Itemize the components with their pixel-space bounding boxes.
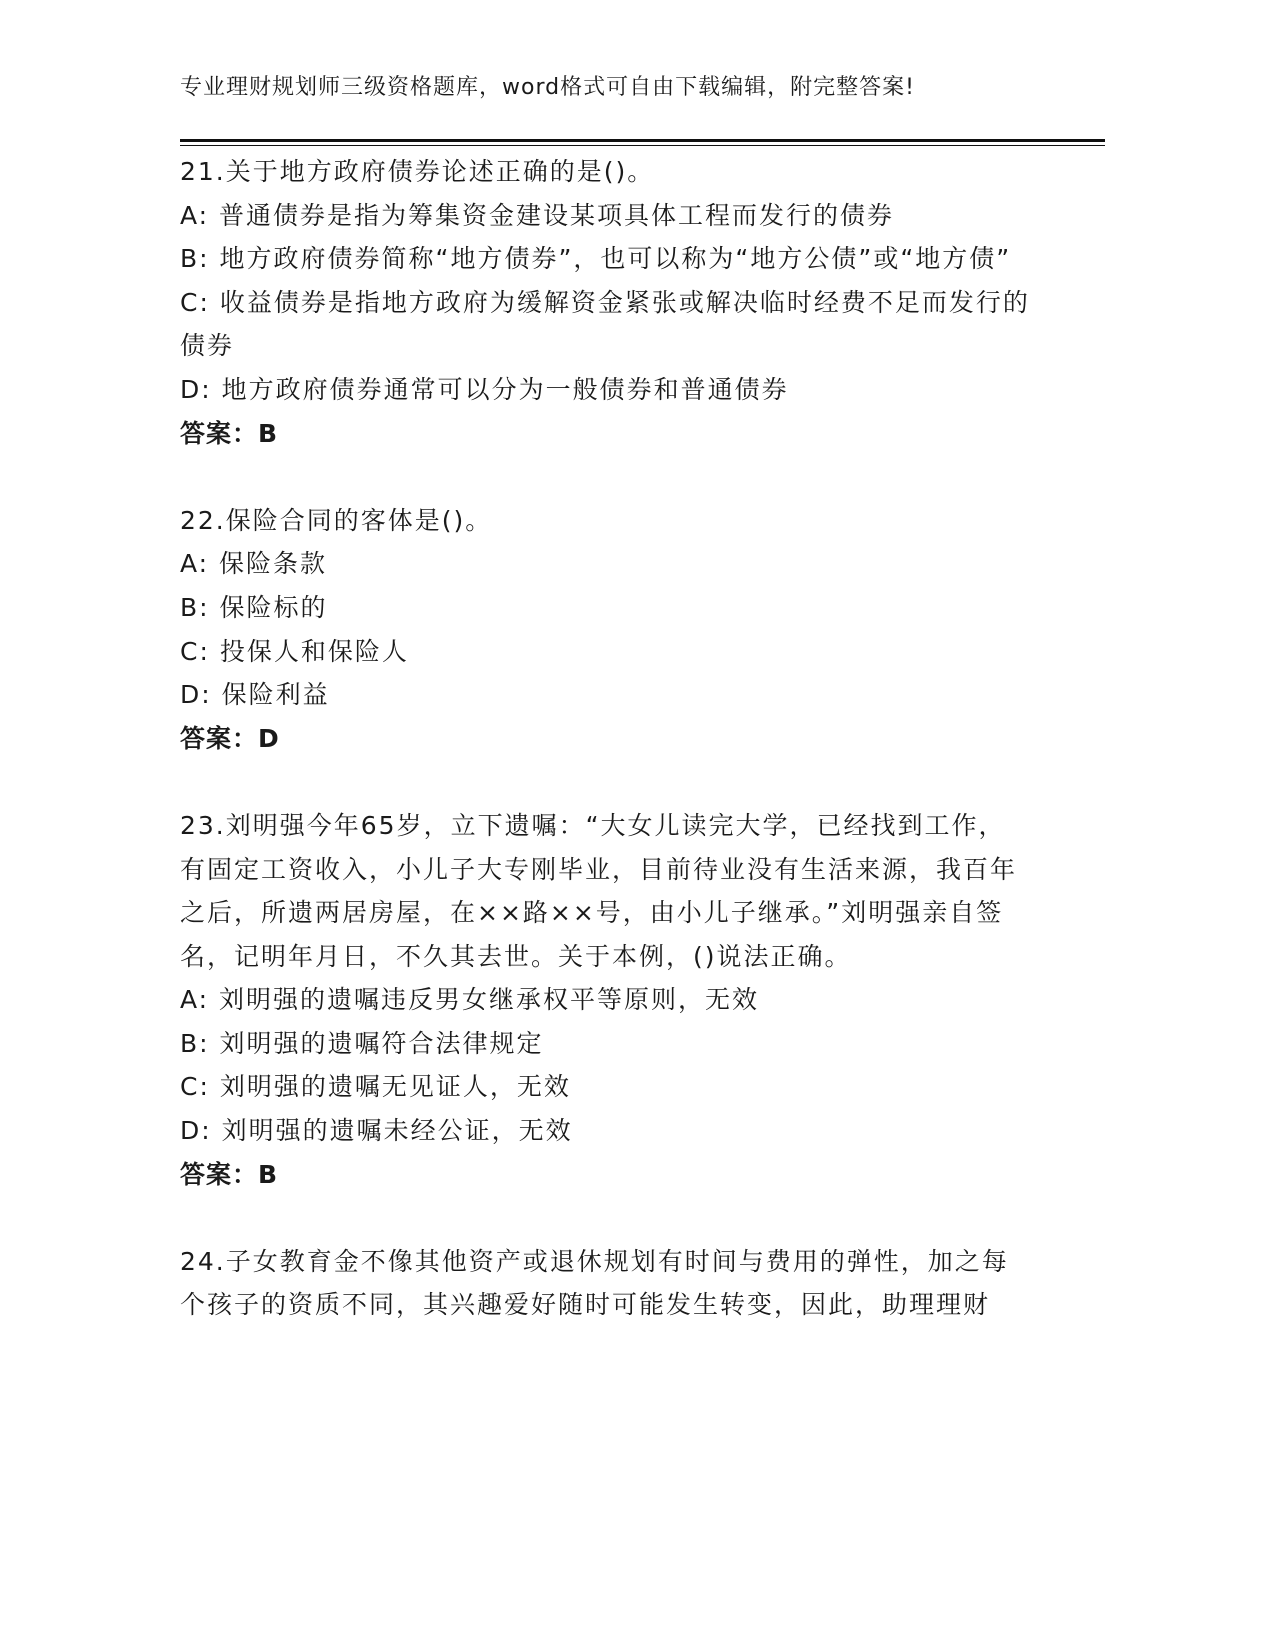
page-header: 专业理财规划师三级资格题库，word格式可自由下载编辑，附完整答案! [180,75,915,100]
header-divider-thin [180,145,1105,146]
option-c: C: 收益债券是指地方政府为缓解资金紧张或解决临时经费不足而发行的债券 [180,287,1030,361]
question-list [180,150,1030,1327]
option-d: D: 保险利益 [180,680,330,710]
answer: 答案：B [180,1159,279,1189]
option-b: B: 地方政府债券简称“地方债券”，也可以称为“地方公债”或“地方债” [180,244,1012,274]
question-stem: 23.刘明强今年65岁，立下遗嘱：“大女儿读完大学，已经找到工作，有固定工资收入，小儿子大专刚毕业，目前待业没有生活来源，我百年之后，所遗两居房屋，在××路××号，由小儿子继承。”刘明强亲自签名，记明年月日，不久其去世。关于本例，()说法正确。 [180,810,1018,971]
question-spacer [180,1196,1030,1240]
option-a: A: 刘明强的遗嘱违反男女继承权平等原则，无效 [180,985,760,1015]
question-stem: 22.保险合同的客体是()。 [180,505,493,535]
question-23 [180,804,1030,1196]
option-d: D: 刘明强的遗嘱未经公证，无效 [180,1116,573,1146]
answer: 答案：B [180,418,279,448]
option-c: C: 投保人和保险人 [180,636,409,666]
question-21 [180,150,1030,455]
question-stem: 24.子女教育金不像其他资产或退休规划有时间与费用的弹性，加之每个孩子的资质不同，其兴趣爱好随时可能发生转变，因此，助理理财 [180,1246,1009,1320]
option-b: B: 刘明强的遗嘱符合法律规定 [180,1028,544,1058]
question-spacer [180,760,1030,804]
question-spacer [180,455,1030,499]
question-24 [180,1240,1030,1327]
question-22 [180,499,1030,761]
option-d: D: 地方政府债券通常可以分为一般债券和普通债券 [180,374,789,404]
option-c: C: 刘明强的遗嘱无见证人，无效 [180,1072,571,1102]
option-b: B: 保险标的 [180,592,328,622]
option-a: A: 普通债券是指为筹集资金建设某项具体工程而发行的债券 [180,200,895,230]
question-stem: 21.关于地方政府债券论述正确的是()。 [180,157,655,186]
option-a: A: 保险条款 [180,549,328,579]
answer: 答案：D [180,723,280,753]
header-divider-thick [180,139,1105,142]
